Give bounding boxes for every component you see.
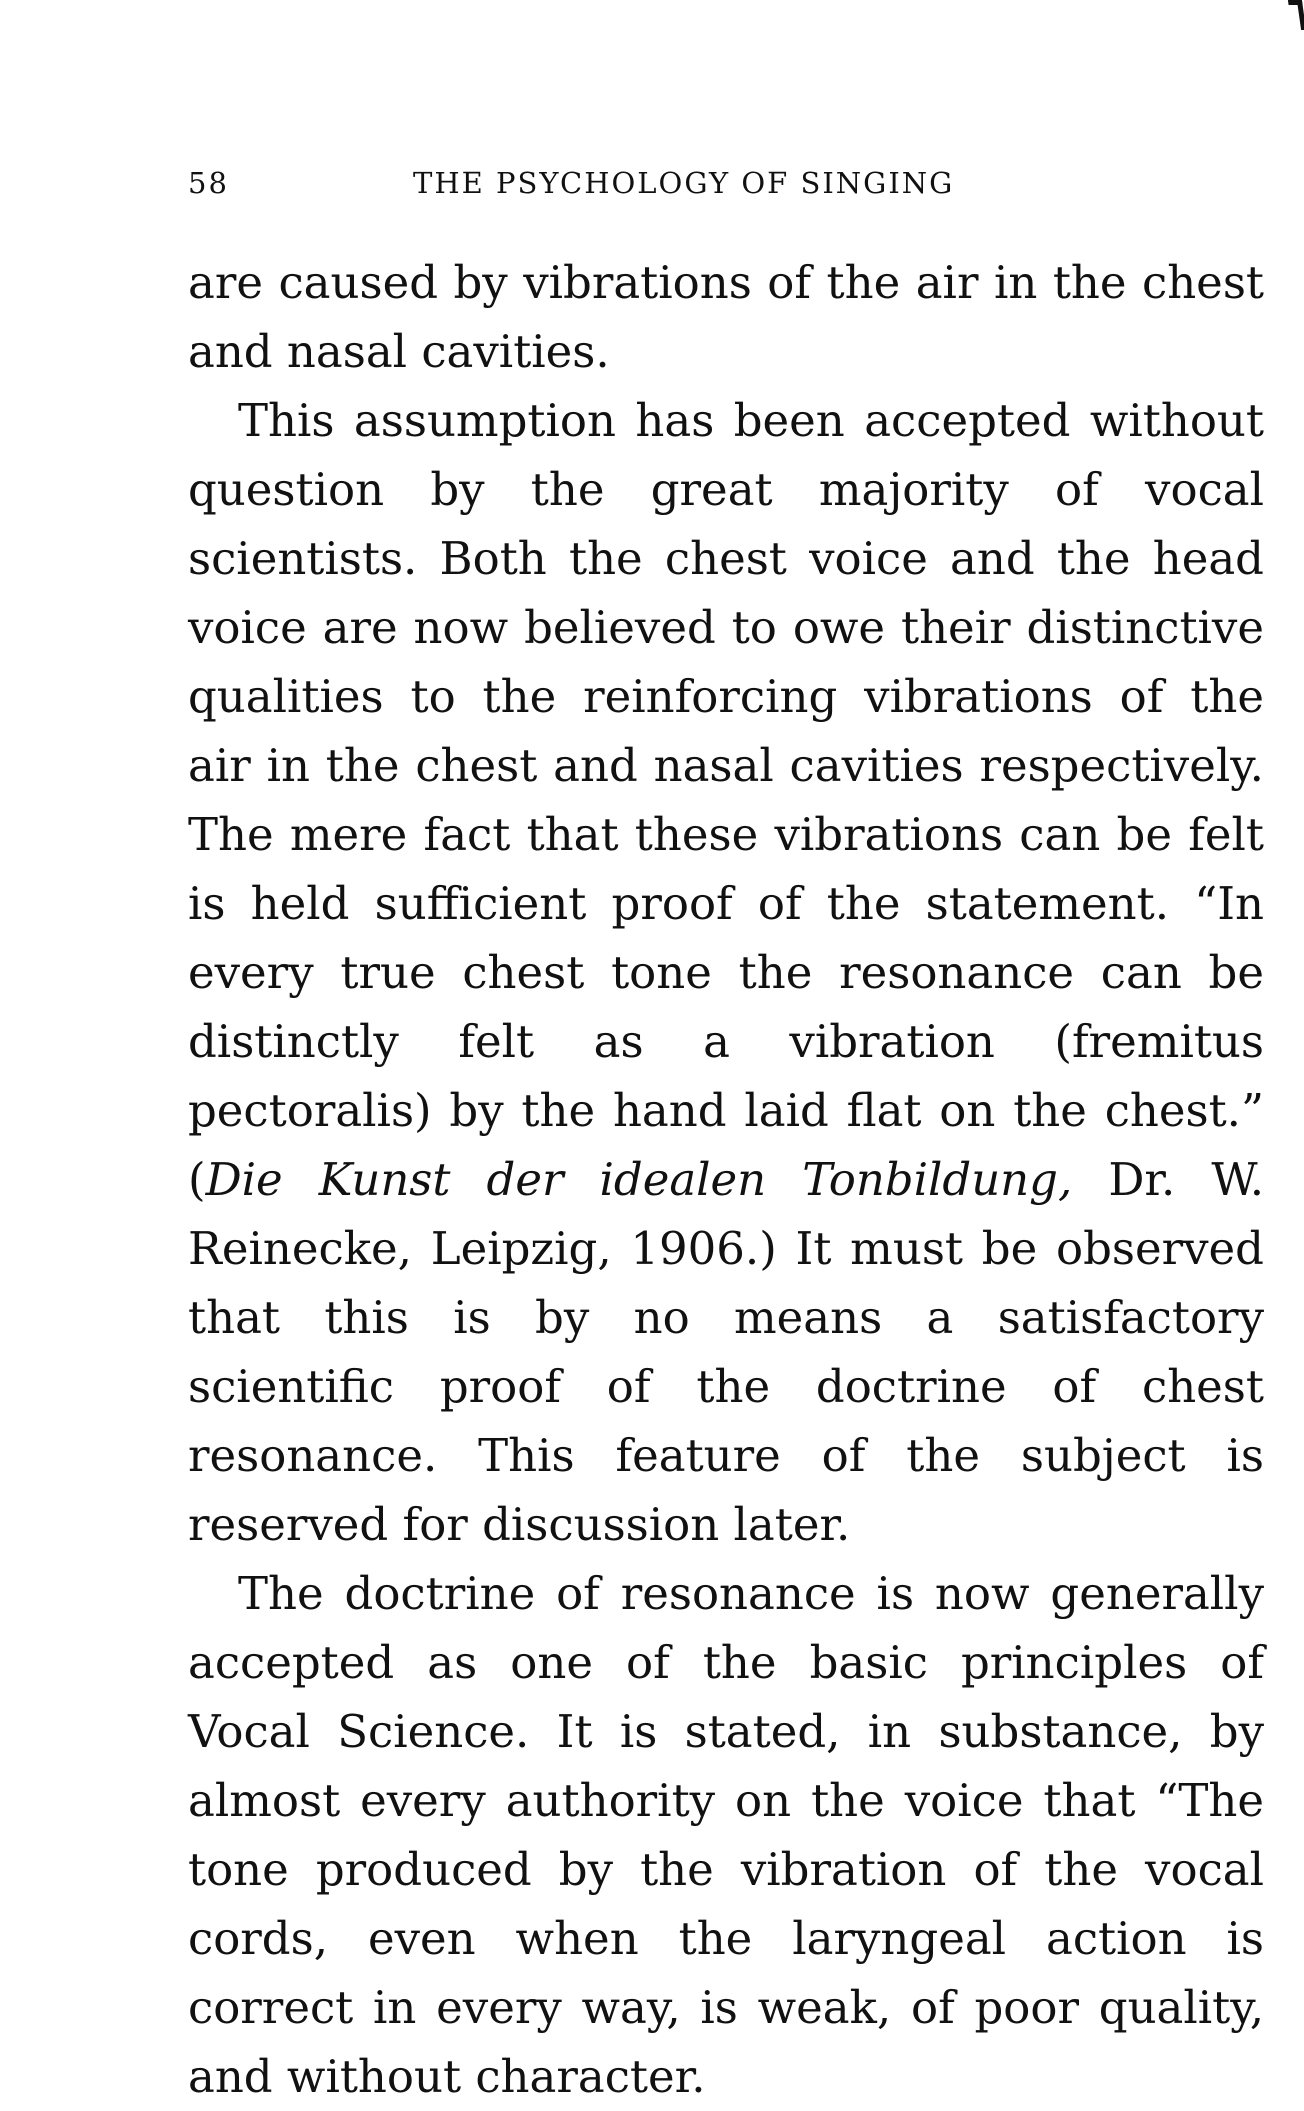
- page-corner-mark: [1288, 0, 1304, 30]
- paragraph-assumption-text-1: This assumption has been accepted without question by the great majority of vocal scientists. Both the chest voice and the head voice are now believed to owe their distinctive qualities to the reinforcing vibrations of the air in the chest and nasal cavities respectively. The mere fact that these vibrations can be felt is held sufficient proof of the statement. “In every true chest tone the resonance can be distinctly felt as a vibration (fremitus pectoralis) by the hand laid flat on the chest.” (: [188, 394, 1264, 1206]
- paragraph-assumption-text-2: Dr. W. Reinecke, Leipzig, 1906.) It must be observed that this is by no means a satisfactory scientific proof of the doctrine of chest resonance. This feature of the subject is reserved for discussion later.: [188, 1153, 1265, 1551]
- body-text: [188, 248, 1264, 2111]
- paragraph-continuation: are caused by vibrations of the air in the chest and nasal cavities.: [188, 256, 1264, 378]
- running-title: THE PSYCHOLOGY OF SINGING: [413, 166, 955, 200]
- paragraph-assumption: [188, 386, 1264, 1559]
- page-number: 58: [188, 166, 229, 200]
- paragraph-doctrine: The doctrine of resonance is now generally accepted as one of the basic principles of Vocal Science. It is stated, in substance, by almost every authority on the voice that “The tone produced by the vibration of the vocal cords, even when the laryngeal action is correct in every way, is weak, of poor quality, and without character.: [188, 1567, 1264, 2103]
- page-header: [188, 166, 1264, 206]
- book-citation-title: Die Kunst der idealen Tonbildung,: [205, 1153, 1073, 1206]
